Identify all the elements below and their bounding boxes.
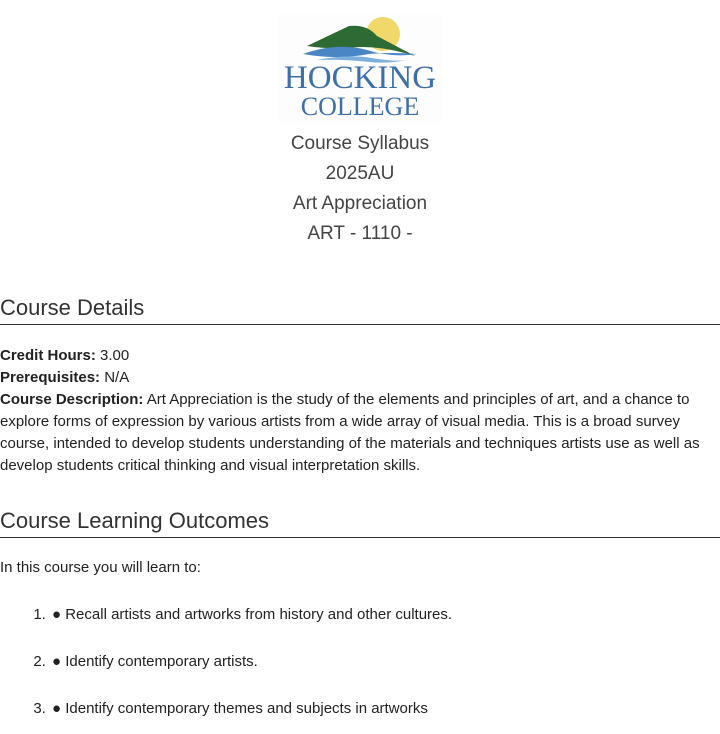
term: 2025AU xyxy=(325,163,395,184)
description-value: Art Appreciation is the study of the elements and principles of art, and a chance to explore forms of expression by various artists from a wide array of visual media. This is a broad survey course, intended to develop students understanding of the materials and techniques artists use as well as develop students critical thinking and visual interpretation skills. xyxy=(0,391,700,474)
syllabus-header xyxy=(0,129,720,249)
credit-hours-value: 3.00 xyxy=(100,347,130,364)
course-code: ART - 1110 - xyxy=(307,223,413,244)
mountain-sun-icon xyxy=(277,14,443,64)
logo-container xyxy=(0,14,720,124)
description-row xyxy=(0,389,720,477)
list-item: 1. ● Recall artists and artworks from history and other cultures. xyxy=(50,604,720,626)
doc-type: Course Syllabus xyxy=(290,133,430,154)
list-item: 2. ● Identify contemporary artists. xyxy=(50,651,720,673)
course-details-heading: Course Details xyxy=(0,294,720,325)
logo-text-hocking: HOCKING xyxy=(283,60,437,96)
prerequisites-label: Prerequisites: xyxy=(0,369,101,386)
learning-outcomes-list xyxy=(0,604,720,720)
hocking-college-logo xyxy=(277,14,443,124)
prerequisites-row xyxy=(0,367,720,389)
description-label: Course Description: xyxy=(0,391,144,408)
course-title: Art Appreciation xyxy=(292,193,428,214)
prerequisites-value: N/A xyxy=(104,369,130,386)
credit-hours-row xyxy=(0,345,720,367)
credit-hours-label: Credit Hours: xyxy=(0,347,96,364)
list-item: 3. ● Identify contemporary themes and subjects in artworks xyxy=(50,698,720,720)
course-details xyxy=(0,345,720,477)
logo-text-college: COLLEGE xyxy=(300,92,420,121)
learning-outcomes-heading: Course Learning Outcomes xyxy=(0,507,720,538)
learning-outcomes-intro: In this course you will learn to: xyxy=(0,559,201,576)
